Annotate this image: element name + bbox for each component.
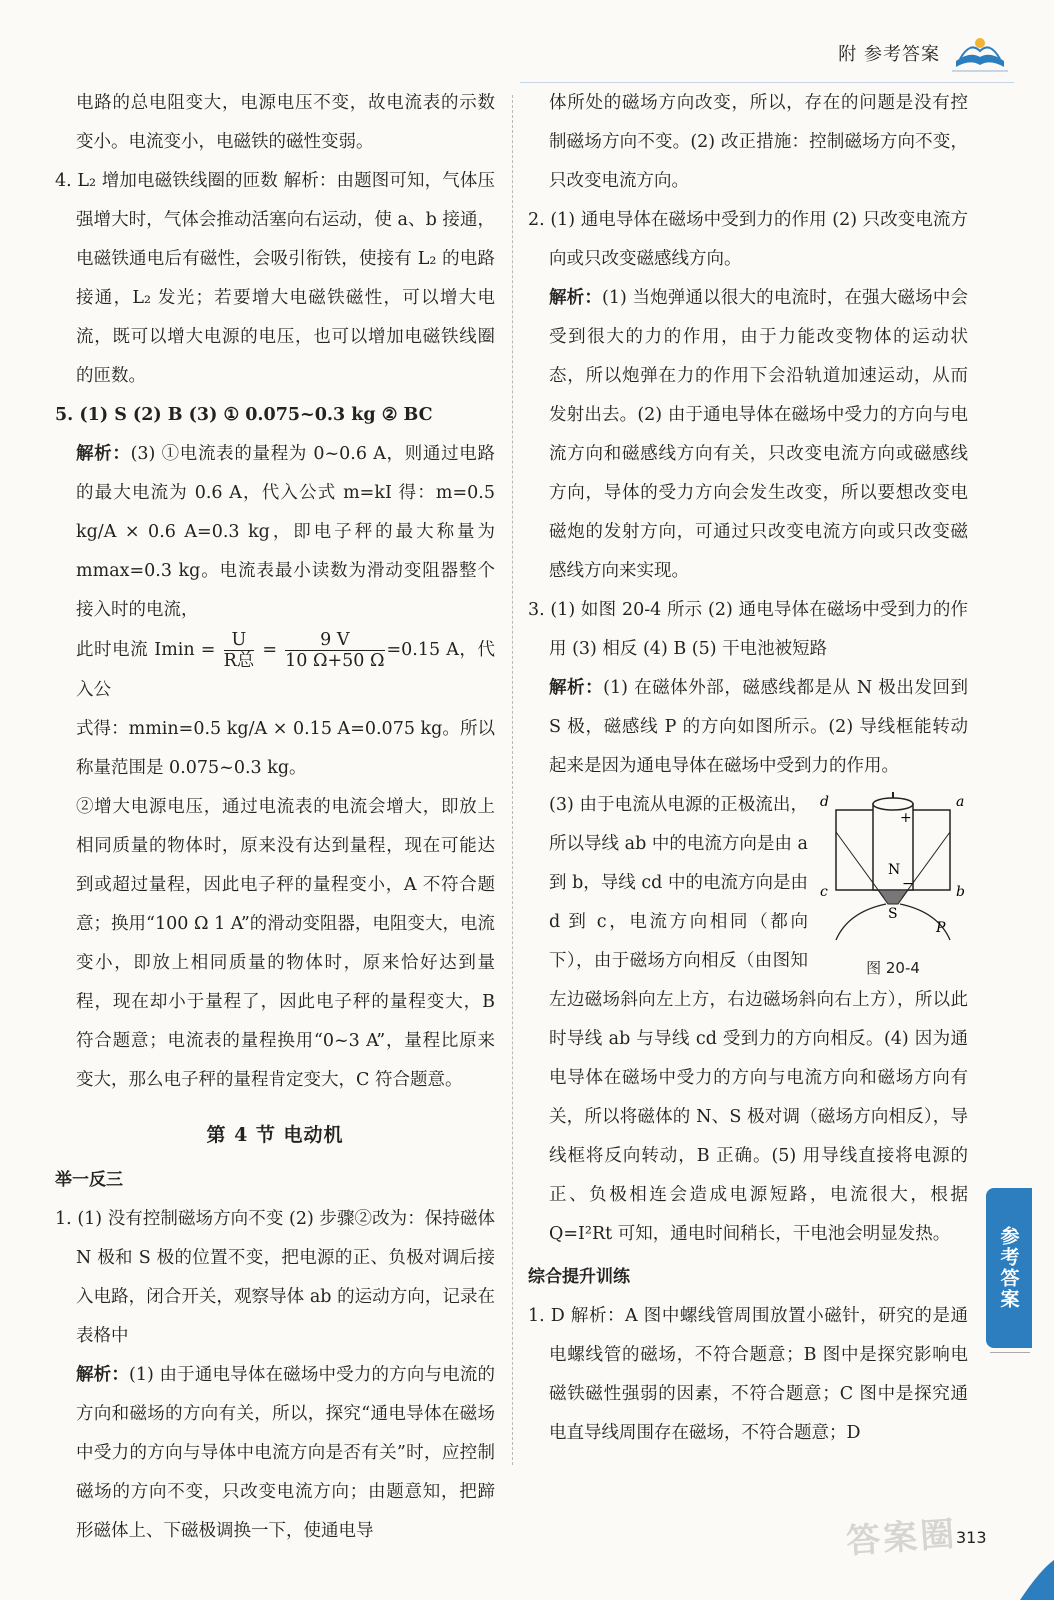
answer-r1: 1. (1) 没有控制磁场方向不变 (2) 步骤②改为：保持磁体 N 极和 S 极的位置不变，把电源的正、负极对调后接入电路，闭合开关，观察导体 ab 的运动方向，记录在表格中 [55,1209,495,1346]
explanation-label: 解析： [549,678,604,698]
side-rule [990,1352,1030,1353]
motor-frame-diagram [818,792,968,942]
explanation-label: 解析： [76,1365,129,1385]
header-rule [520,82,1014,83]
answer-5-formula-line: 此时电流 Imin = $\frac{U}{\text{R总}}$ = $\frac{9 V}{10 \Omega+50 \Omega}$ =0.15 A，代入公 [76,630,495,700]
page-number: 313 [956,1528,987,1547]
answer-2-explanation: 解析：(1) 当炮弹通以很大的电流时，在强大磁场中会受到很大的力的作用，由于力能改变物体的运动状态，所以炮弹在力的作用下会沿轨道加速运动，从而发射出去。(2) 由于通电导体在磁场中受力的方向与电流方向和磁感线方向有关，只改变电流方向或磁感线方向，导体的受力方向会发生改变，所以要想改变电磁炮的发射方向，可通过只改变电流方向或只改变磁感线方向来实现。 [549,288,968,581]
label-minus: − [902,876,914,892]
label-b: b [956,884,965,900]
right-column [528,84,968,1453]
answer-5: 5. (1) S (2) B (3) ① 0.075~0.3 kg ② BC [55,405,433,425]
explanation-label: 解析： [76,444,131,464]
watermark: 答案圈 [844,1514,959,1562]
label-d: d [820,794,829,810]
label-s: S [888,906,898,922]
figure-20-4 [818,792,968,979]
fraction-u-over-r: $\frac{U}{\text{R总}}$ [223,630,255,671]
page-header [838,28,1010,78]
corner-decoration-icon [960,1500,1054,1600]
right-paragraph-continued: 体所处的磁场方向改变，所以，存在的问题是没有控制磁场方向不变。(2) 改正措施：控制磁场方向不变，只改变电流方向。 [549,93,968,191]
column-divider [512,95,513,1465]
left-column [55,84,495,1551]
answer-z1: 1. D 解析：A 图中螺线管周围放置小磁针，研究的是通电螺线管的磁场，不符合题意；B 图中是探究影响电磁铁磁性强弱的因素，不符合题意；C 图中是探究通电直导线周围存在磁场，不符合题意；D [528,1306,968,1443]
label-a: a [956,794,965,810]
answer-3-explanation-2: d a c b N S P + − 图 20-4 (3) 由于电流从电源的正极流出，所以导线 ab 中的电流方向是由 a 到 b，导线 cd 中的电流方向是由 d 到 c，电流方向相同（都向下），由于磁场方向相反（由图知左边磁场斜向左上方，右边磁场斜向右上方），所以此时导线 ab 与导线 cd 受到力的方向相反。(4) 因为通电导体在磁场中受力的方向与电流方向和磁场方向有关，所以将磁体的 N、S 极对调（磁场方向相反），导线框将反向转动，B 正确。(5) 用导线直接将电源的正、负极相连会造成电源短路，电流很大，根据 Q=I²Rt 可知，通电时间稍长，干电池会明显发热。 [549,794,968,1244]
answer-4: 4. L₂ 增加电磁铁线圈的匝数 解析：由题图可知，气体压强增大时，气体会推动活塞向右运动，使 a、b 接通，电磁铁通电后有磁性，会吸引衔铁，使接有 L₂ 的电路接通，L₂ 发光；若要增大电磁铁磁性，可以增大电流，既可以增大电源的电压，也可以增加电磁铁线圈的匝数。 [55,171,495,386]
answer-5-explanation-1: 解析：(3) ①电流表的量程为 0~0.6 A，则通过电路的最大电流为 0.6 A，代入公式 m=kI 得：m=0.5 kg/A × 0.6 A=0.3 kg，即电子秤的最大称量为 mmax=0.3 kg。电流表最小读数为滑动变阻器整个接入时的电流， [76,444,495,620]
side-tab-answers [986,1188,1032,1348]
answer-r1-explanation: 解析：(1) 由于通电导体在磁场中受力的方向与电流的方向和磁场的方向有关，所以，探究“通电导体在磁场中受力的方向与导体中电流方向是否有关”时，应控制磁场的方向不变，只改变电流方向；由题意知，把蹄形磁体上、下磁极调换一下，使通电导 [76,1365,495,1541]
left-paragraph-continued: 电路的总电阻变大，电源电压不变，故电流表的示数变小。电流变小，电磁铁的磁性变弱。 [76,93,495,152]
label-n: N [888,862,901,878]
header-title: 附 参考答案 [838,44,940,65]
answer-2: 2. (1) 通电导体在磁场中受到力的作用 (2) 只改变电流方向或只改变磁感线方向。 [528,210,968,269]
subsection-title-2: 综合提升训练 [528,1267,630,1287]
answer-5-explanation-3: ②增大电源电压，通过电流表的电流会增大，即放上相同质量的物体时，原来没有达到量程，现在可能达到或超过量程，因此电子秤的量程变小，A 不符合题意；换用“100 Ω 1 A”的滑动变阻器，电阻变大，电流变小，即放上相同质量的物体时，原来恰好达到量程，现在却小于量程了，因此电子秤的量程变大，B 符合题意；电流表的量程换用“0~3 A”，量程比原来变大，那么电子秤的量程肯定变大，C 符合题意。 [76,797,495,1090]
explanation-label: 解析： [549,288,602,308]
label-p: P [936,920,946,936]
answer-5-explanation-2: 式得：mmin=0.5 kg/A × 0.15 A=0.075 kg。所以称量范围是 0.075~0.3 kg。 [76,719,495,778]
answer-3: 3. (1) 如图 20-4 所示 (2) 通电导体在磁场中受到力的作用 (3) 相反 (4) B (5) 干电池被短路 [528,600,968,659]
section-title: 第 4 节 电动机 [206,1124,344,1146]
label-c: c [820,884,828,900]
fraction-9v: $\frac{9 V}{10 \Omega+50 \Omega}$ [285,630,385,671]
subsection-title: 举一反三 [55,1170,123,1190]
answer-3-explanation-1: 解析：(1) 在磁体外部，磁感线都是从 N 极出发回到 S 极，磁感线 P 的方向如图所示。(2) 导线框能转动起来是因为通电导体在磁场中受到力的作用。 [549,678,968,776]
book-logo-icon [950,31,1010,75]
label-plus: + [900,810,912,826]
figure-caption: 图 20-4 [866,959,920,977]
side-tab-label: 参考答案 [997,1226,1020,1310]
